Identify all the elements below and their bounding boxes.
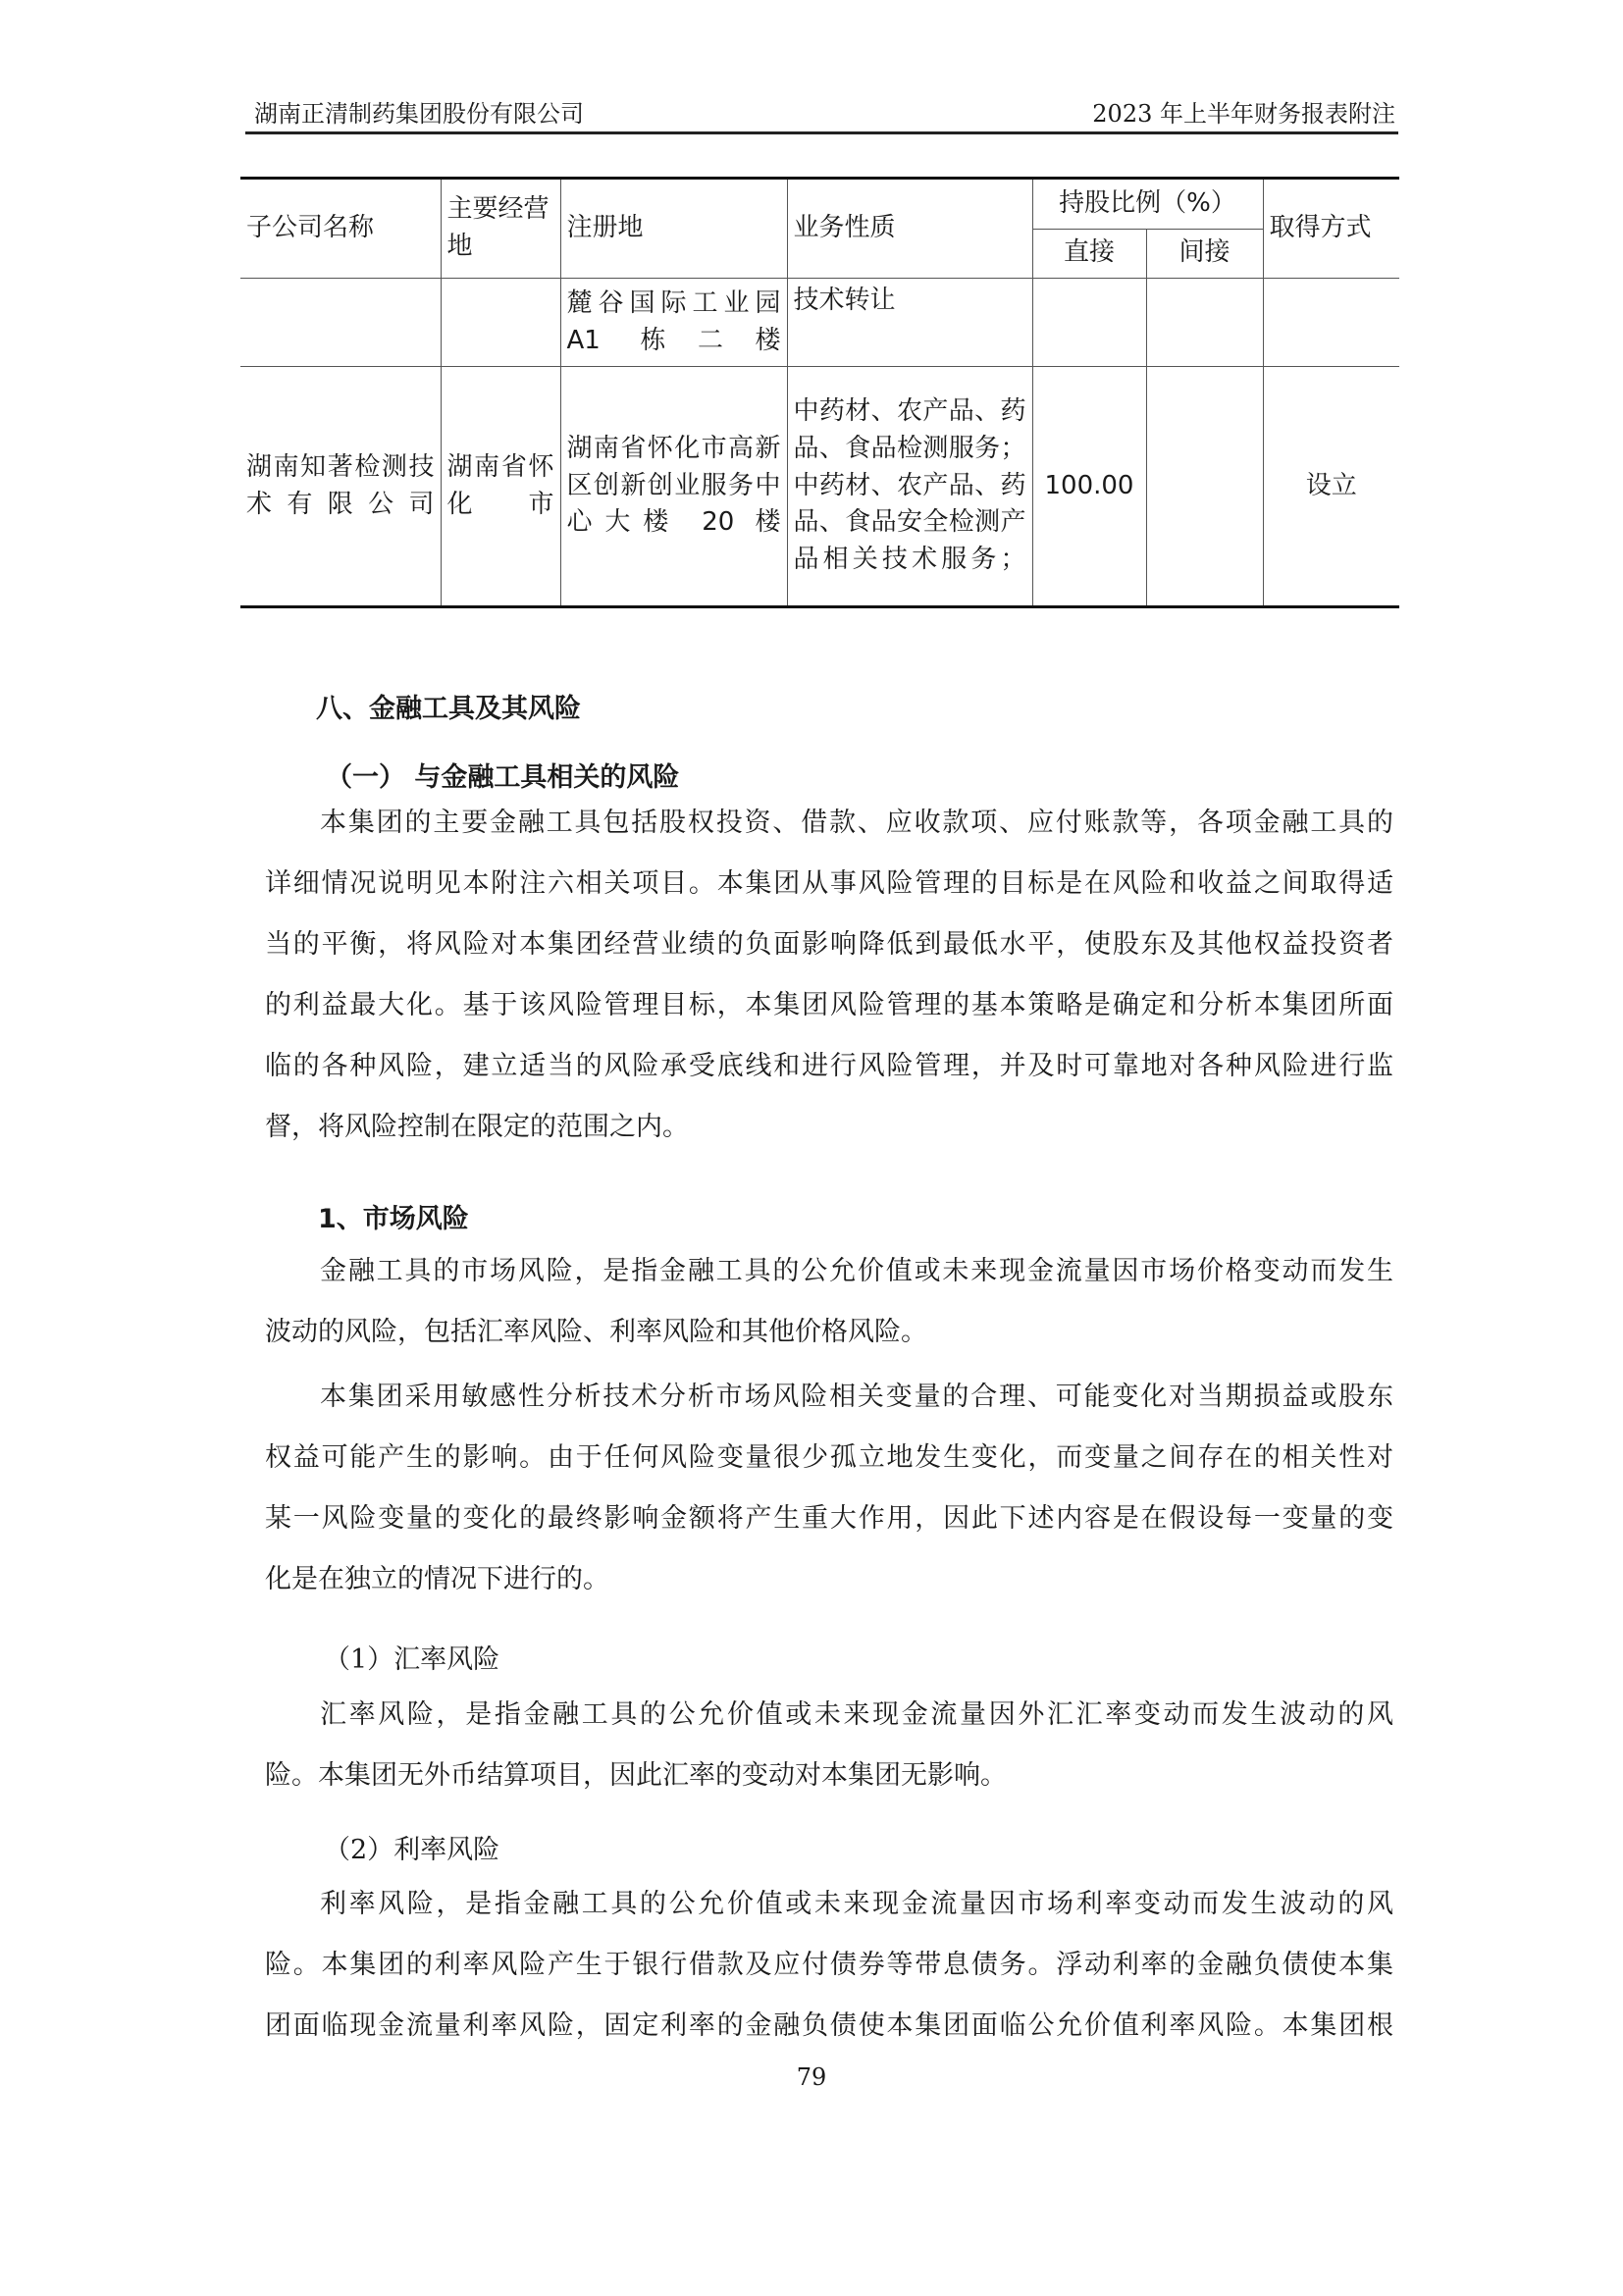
paragraph-sensitivity: [265, 1367, 1393, 1610]
section-title: 八、金融工具及其风险: [316, 694, 581, 724]
text-line: 利率风险，是指金融工具的公允价值或未来现金流量因市场利率变动而发生波动的风: [320, 1889, 1393, 1919]
header-company: 湖南正清制药集团股份有限公司: [254, 100, 584, 128]
paragraph-interest-risk: [265, 1874, 1393, 2057]
col-header-reg: 注册地: [560, 179, 787, 279]
text-line: 督，将风险控制在限定的范围之内。: [265, 1112, 689, 1142]
text-line: 险。本集团的利率风险产生于银行借款及应付债券等带息债务。浮动利率的金融负债使本集: [265, 1950, 1393, 1980]
col-header-biz: 业务性质: [787, 179, 1032, 279]
table-header-row: [240, 179, 1399, 230]
text-line: 本集团采用敏感性分析技术分析市场风险相关变量的合理、可能变化对当期损益或股东: [320, 1382, 1393, 1412]
text-line: 的利益最大化。基于该风险管理目标，本集团风险管理的基本策略是确定和分析本集团所面: [265, 990, 1393, 1020]
cell-method: 设立: [1263, 367, 1399, 607]
cell-reg: 麓谷国际工业园 A1 栋二楼: [560, 279, 787, 367]
col-header-indirect: 间接: [1146, 229, 1263, 278]
text-line: 当的平衡，将风险对本集团经营业绩的负面影响降低到最低水平，使股东及其他权益投资者: [265, 929, 1393, 960]
text-line: 化是在独立的情况下进行的。: [265, 1564, 609, 1594]
text-line: 某一风险变量的变化的最终影响金额将产生重大作用，因此下述内容是在假设每一变量的变: [265, 1503, 1393, 1534]
text-line: 团面临现金流量利率风险，固定利率的金融负债使本集团面临公允价值利率风险。本集团根: [265, 2010, 1393, 2041]
subsidiary-table: [240, 177, 1399, 608]
cell-reg: 湖南省怀化市高新区创新创业服务中心大楼 20 楼: [560, 367, 787, 607]
text-line: 详细情况说明见本附注六相关项目。本集团从事风险管理的目标是在风险和收益之间取得适: [265, 868, 1393, 899]
market-risk-heading: 1、市场风险: [318, 1204, 469, 1234]
interest-risk-heading: （2）利率风险: [324, 1835, 500, 1865]
col-header-ratio: 持股比例（%）: [1032, 179, 1263, 230]
paragraph-fx-risk: [265, 1685, 1393, 1806]
cell-indirect: [1146, 279, 1263, 367]
cell-direct: [1032, 279, 1146, 367]
paragraph-market-risk: [265, 1241, 1393, 1363]
page-number: 79: [796, 2063, 827, 2091]
col-header-method: 取得方式: [1263, 179, 1399, 279]
col-header-place: 主要经营地: [441, 179, 560, 279]
cell-name: 湖南知著检测技术有限公司: [240, 367, 441, 607]
cell-direct: 100.00: [1032, 367, 1146, 607]
cell-biz: 中药材、农产品、药品、食品检测服务；中药材、农产品、药品、食品安全检测产品相关技术服务；: [787, 367, 1032, 607]
text-line: 权益可能产生的影响。由于任何风险变量很少孤立地发生变化，而变量之间存在的相关性对: [265, 1442, 1393, 1473]
cell-indirect: [1146, 367, 1263, 607]
text-line: 临的各种风险，建立适当的风险承受底线和进行风险管理，并及时可靠地对各种风险进行监: [265, 1051, 1393, 1081]
col-header-name: 子公司名称: [240, 179, 441, 279]
text-line: 波动的风险，包括汇率风险、利率风险和其他价格风险。: [265, 1317, 927, 1347]
header-rule: [245, 131, 1398, 134]
subsection-title: （一） 与金融工具相关的风险: [326, 762, 680, 793]
text-line: 汇率风险，是指金融工具的公允价值或未来现金流量因外汇汇率变动而发生波动的风: [320, 1699, 1393, 1730]
text-line: 险。本集团无外币结算项目，因此汇率的变动对本集团无影响。: [265, 1760, 1007, 1791]
cell-method: [1263, 279, 1399, 367]
cell-place: [441, 279, 560, 367]
fx-risk-heading: （1）汇率风险: [324, 1644, 500, 1675]
table-row: [240, 367, 1399, 607]
table-row: [240, 279, 1399, 367]
col-header-direct: 直接: [1032, 229, 1146, 278]
text-line: 金融工具的市场风险，是指金融工具的公允价值或未来现金流量因市场价格变动而发生: [320, 1256, 1393, 1286]
cell-name: [240, 279, 441, 367]
cell-biz: 技术转让: [787, 279, 1032, 367]
paragraph-risk-management: [265, 793, 1393, 1158]
text-line: 本集团的主要金融工具包括股权投资、借款、应收款项、应付账款等，各项金融工具的: [320, 808, 1393, 838]
header-title: 2023 年上半年财务报表附注: [1092, 100, 1395, 128]
cell-place: 湖南省怀化市: [441, 367, 560, 607]
